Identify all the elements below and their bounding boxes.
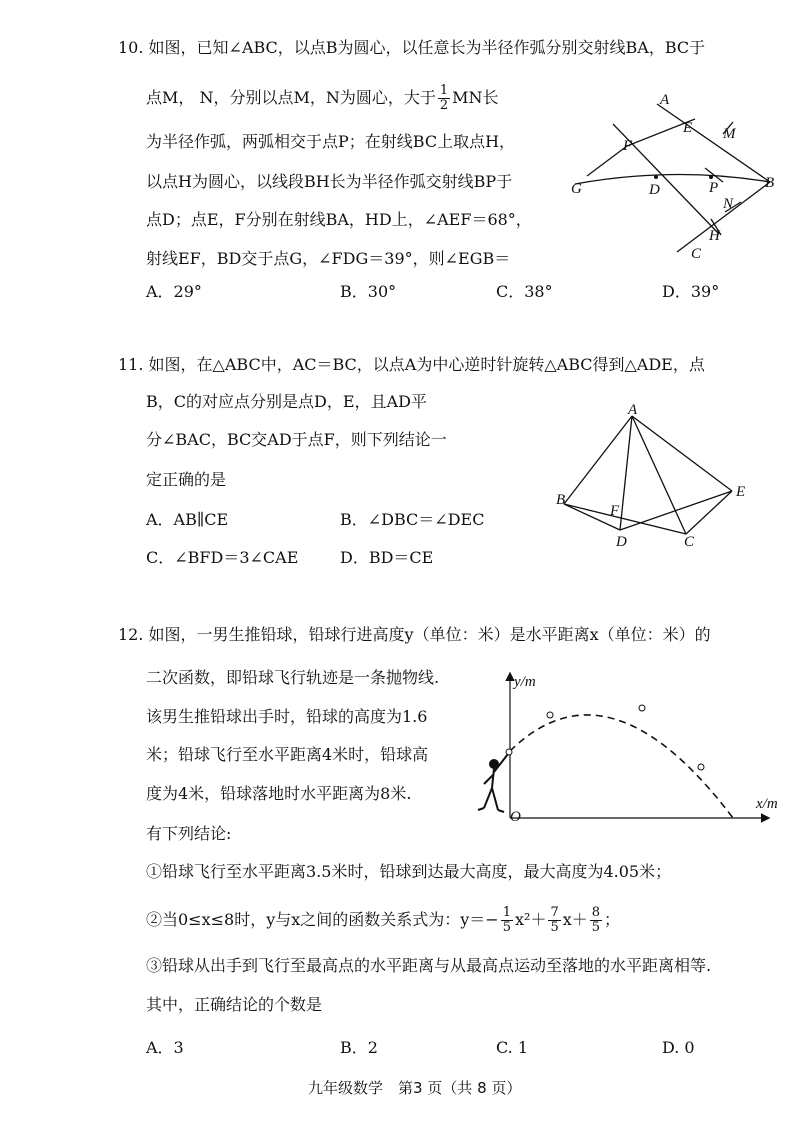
q12-line5: 度为4米，铅球落地时水平距离为8米.	[146, 784, 412, 803]
label-D: D	[616, 534, 627, 550]
q12-figure	[470, 668, 780, 828]
label-D: D	[649, 182, 660, 198]
point-d	[654, 175, 658, 179]
q10-line6: 射线EF，BD交于点G，∠FDG＝39°，则∠EGB＝	[146, 249, 511, 268]
label-M: M	[723, 126, 736, 142]
c2-end: ；	[604, 910, 621, 929]
point-p	[709, 175, 713, 179]
q12-conclusion-2	[146, 906, 620, 935]
q12-conclusion-3: ③铅球从出手到飞行至最高点的水平距离与从最高点运动至落地的水平距离相等.	[146, 956, 712, 975]
q11-line3: 分∠BAC，BC交AD于点F，则下列结论一	[146, 430, 447, 449]
label-B: B	[765, 175, 775, 191]
q11-line1: 11. 如图，在△ABC中，AC＝BC，以点A为中心逆时针旋转△ABC得到△ADE，点	[118, 355, 705, 374]
q10-option-d: D．39°	[662, 282, 720, 301]
ray-ba	[657, 104, 770, 182]
segment-de	[620, 491, 732, 530]
label-B: B	[556, 492, 566, 508]
q10-line2	[146, 84, 499, 113]
c2-frac-3	[590, 906, 602, 935]
q12-option-a: A．3	[146, 1038, 184, 1057]
c2-mid2: x＋	[562, 910, 588, 929]
label-F: F	[623, 138, 633, 154]
q10-line2b: MN长	[452, 88, 499, 107]
label-A: A	[628, 402, 638, 418]
segment-gf	[587, 146, 627, 176]
label-E: E	[736, 484, 746, 500]
q12-line4: 米；铅球飞行至水平距离4米时，铅球高	[146, 745, 429, 764]
frac-den: 5	[591, 920, 601, 935]
label-P: P	[709, 180, 719, 196]
q10-fraction	[438, 84, 450, 113]
frac-den: 5	[550, 920, 559, 935]
q11-option-d: D．BD＝CE	[340, 548, 434, 567]
label-H: H	[709, 228, 720, 244]
c2-mid1: x²＋	[515, 910, 547, 929]
q10-option-a: A．29°	[146, 282, 202, 301]
q10-option-c: C．38°	[496, 282, 553, 301]
label-C: C	[691, 246, 702, 262]
segment-ce	[686, 491, 732, 534]
frac-num: 1	[439, 83, 449, 98]
q12-line3: 该男生推铅球出手时，铅球的高度为1.6	[146, 707, 428, 726]
c2-text: ②当0≤x≤8时，y与x之间的函数关系式为：y＝−	[146, 910, 499, 929]
ray-bc	[677, 182, 770, 252]
segment-bc	[564, 504, 686, 534]
q10-figure	[565, 84, 780, 264]
q12-line2: 二次函数，即铅球飞行轨迹是一条抛物线.	[146, 668, 440, 687]
q10-option-b: B．30°	[340, 282, 397, 301]
shot-ball	[506, 749, 512, 755]
q11-option-c: C．∠BFD＝3∠CAE	[146, 548, 299, 567]
point-1	[547, 712, 553, 718]
q10-line2a: 点M， N，分别以点M，N为圆心，大于	[146, 88, 436, 107]
c2-frac-2	[548, 906, 560, 935]
label-G: G	[571, 181, 582, 197]
x-axis-label: x/m	[756, 796, 778, 812]
c2-frac-1	[501, 906, 513, 935]
label-N: N	[723, 196, 734, 212]
frac-den: 5	[502, 920, 511, 935]
y-axis-label: y/m	[514, 674, 536, 690]
segment-ad	[620, 416, 632, 530]
point-3	[698, 764, 704, 770]
label-C: C	[684, 534, 695, 550]
label-A: A	[660, 92, 670, 108]
frac-num: 7	[550, 905, 559, 920]
q12-option-b: B．2	[340, 1038, 378, 1057]
q10-line3: 为半径作弧，两弧相交于点P；在射线BC上取点H，	[146, 132, 516, 151]
point-2	[639, 705, 645, 711]
segment-ae	[632, 416, 732, 491]
q10-line4: 以点H为圆心，以线段BH长为半径作弧交射线BP于	[146, 172, 513, 191]
ray-bp	[575, 174, 770, 184]
frac-den: 2	[439, 98, 449, 113]
origin-label: O	[510, 809, 521, 825]
q10-line5: 点D；点E，F分别在射线BA，HD上，∠AEF＝68°，	[146, 210, 532, 229]
q11-line2: B，C的对应点分别是点D，E，且AD平	[146, 392, 427, 411]
q12-conclusion-1: ①铅球飞行至水平距离3.5米时，铅球到达最大高度，最大高度为4.05米；	[146, 862, 672, 881]
shot-putter-figure	[478, 754, 508, 812]
q11-option-a: A．AB∥CE	[146, 510, 229, 529]
q11-line4: 定正确的是	[146, 470, 227, 489]
q12-question: 其中，正确结论的个数是	[146, 995, 323, 1014]
q12-line6: 有下列结论:	[146, 824, 232, 843]
label-F: F	[610, 503, 620, 519]
page-footer: 九年级数学 第3 页（共 8 页）	[308, 1079, 522, 1097]
q12-option-d: D. 0	[662, 1038, 695, 1057]
q10-line1: 10. 如图，已知∠ABC，以点B为圆心，以任意长为半径作弧分别交射线BA，BC于	[118, 38, 706, 57]
q11-figure	[550, 400, 765, 555]
frac-num: 8	[591, 905, 601, 920]
q12-line1: 12. 如图，一男生推铅球，铅球行进高度y（单位：米）是水平距离x（单位：米）的	[118, 625, 711, 644]
frac-num: 1	[502, 905, 511, 920]
label-E: E	[683, 120, 693, 136]
q11-option-b: B．∠DBC＝∠DEC	[340, 510, 485, 529]
segment-ab	[564, 416, 632, 504]
q12-option-c: C. 1	[496, 1038, 529, 1057]
